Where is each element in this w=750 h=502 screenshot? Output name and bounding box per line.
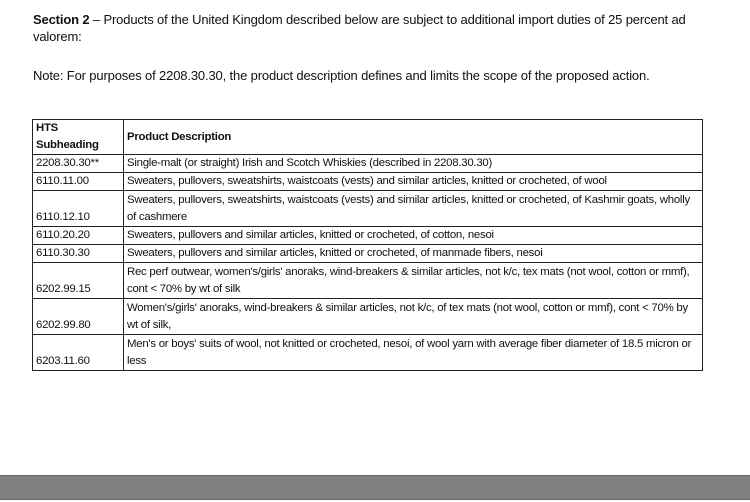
note-paragraph: Note: For purposes of 2208.30.30, the product description defines and limits the scope of the proposed action. [33,68,650,83]
table-row [33,335,703,371]
header-hts-subheading: HTS Subheading [33,120,124,155]
table-row [33,173,703,191]
products-table [32,119,703,371]
hts-code: 6110.30.30 [33,245,124,263]
product-description: Single-malt (or straight) Irish and Scotch Whiskies (described in 2208.30.30) [124,155,703,173]
table-row [33,245,703,263]
section-text: – Products of the United Kingdom described below are subject to additional import duties of 25 percent ad valorem: [33,12,686,44]
hts-code: 6110.12.10 [33,191,124,227]
table-row [33,263,703,299]
page-separator-bar [0,475,750,500]
hts-code: 2208.30.30** [33,155,124,173]
table-row [33,155,703,173]
product-description: Men's or boys' suits of wool, not knitted or crocheted, nesoi, of wool yarn with average fiber diameter of 18.5 micron or less [124,335,703,371]
hts-code: 6203.11.60 [33,335,124,371]
section-paragraph [33,11,713,45]
header-product-description: Product Description [124,120,703,155]
section-label: Section 2 [33,12,90,27]
product-description: Sweaters, pullovers, sweatshirts, waistcoats (vests) and similar articles, knitted or crocheted, of Kashmir goats, wholly of cashmere [124,191,703,227]
product-description: Sweaters, pullovers, sweatshirts, waistcoats (vests) and similar articles, knitted or crocheted, of wool [124,173,703,191]
hts-code: 6202.99.15 [33,263,124,299]
table-header-row [33,120,703,155]
product-description: Sweaters, pullovers and similar articles, knitted or crocheted, of cotton, nesoi [124,227,703,245]
hts-code: 6202.99.80 [33,299,124,335]
hts-code: 6110.11.00 [33,173,124,191]
table-row [33,227,703,245]
product-description: Sweaters, pullovers and similar articles, knitted or crocheted, of manmade fibers, nesoi [124,245,703,263]
hts-code: 6110.20.20 [33,227,124,245]
product-description: Women's/girls' anoraks, wind-breakers & similar articles, not k/c, of tex mats (not wool, cotton or mmf), cont < 70% by wt of silk, [124,299,703,335]
table-row [33,191,703,227]
table-row [33,299,703,335]
product-description: Rec perf outwear, women's/girls' anoraks, wind-breakers & similar articles, not k/c, tex mats (not wool, cotton or mmf), cont < 70% by wt of silk [124,263,703,299]
